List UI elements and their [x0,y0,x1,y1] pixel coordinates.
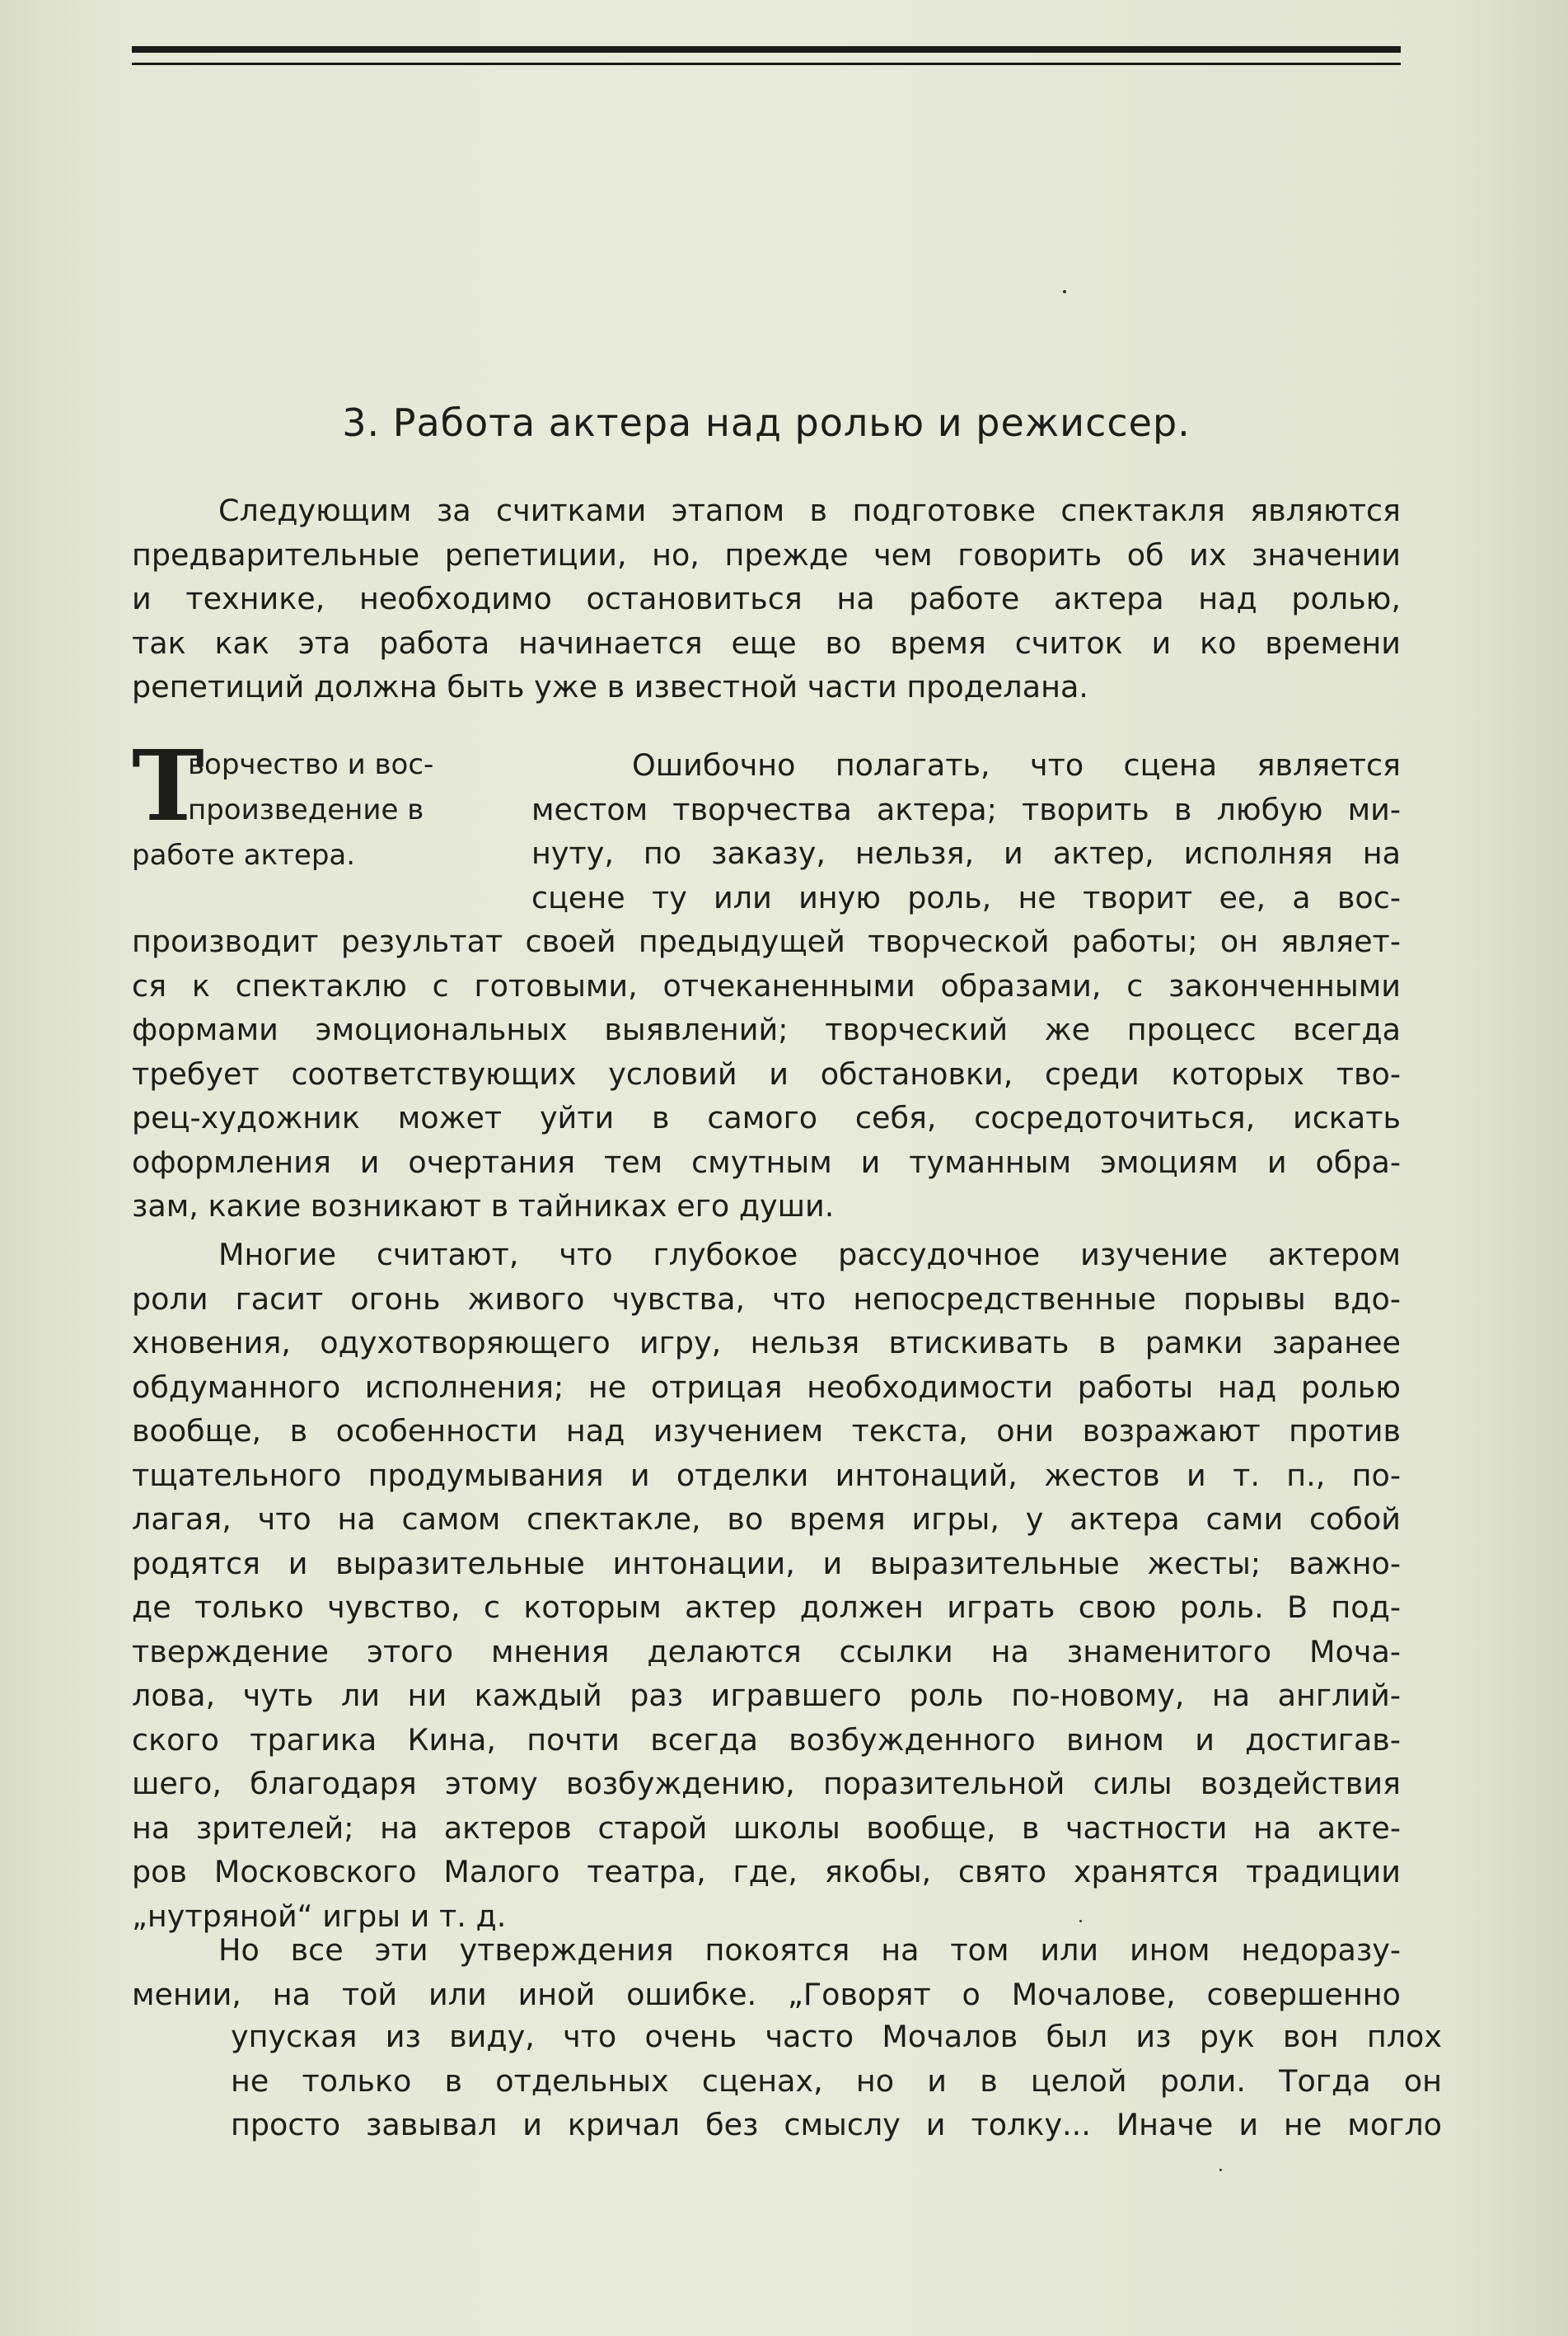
text-line: просто завывал и кричал без смыслу и толку... Иначе и не могло [231,2107,1442,2142]
text-line: сцене ту или иную роль, не творит ее, а вос- [531,879,1401,915]
text-line: на зрителей; на актеров старой школы вообще, в частности на акте- [132,1809,1401,1846]
text-line: тверждение этого мнения делаются ссылки на знаменитого Моча- [132,1633,1401,1669]
margin-note [132,728,511,892]
margin-note-line: работе актера. [132,839,356,872]
text-line: шего, благодаря этому возбуждению, поразительной силы воздействия [132,1766,1401,1801]
text-line: вообще, в особенности над изучением текста, они возражают против [132,1413,1401,1449]
text-line: ров Московского Малого театра, где, якобы, свято хранятся традиции [132,1854,1401,1889]
quotation-block [231,2015,1442,2147]
text-line: Но все эти утверждения покоятся на том или ином недоразу- [218,1932,1401,1968]
text-line: репетиций должна быть уже в известной части проделана. [132,669,1088,705]
section-heading: 3. Работа актера над ролью и режиссер. [342,400,1191,445]
top-rule-thin [132,63,1401,65]
margin-note-line: ворчество и вос- [188,748,434,781]
text-line: так как эта работа начинается еще во время считок и ко времени [132,625,1401,661]
text-line: требует соответствующих условий и обстановки, среди которых тво- [132,1056,1401,1092]
text-line: производит результат своей предыдущей творческой работы; он являет- [132,924,1401,959]
text-line: тщательного продумывания и отделки интонаций, жестов и т. п., по- [132,1457,1401,1493]
text-line: де только чувство, с которым актер должен играть свою роль. В под- [132,1589,1401,1625]
print-speck [1219,2169,1222,2171]
text-line: оформления и очертания тем смутным и туманным эмоциям и обра- [132,1144,1401,1180]
text-line: Следующим за считками этапом в подготовке спектакля являются [218,493,1401,528]
text-line: „нутряной“ игры и т. д. [132,1898,507,1934]
text-line: лагая, что на самом спектакле, во время игры, у актера сами собой [132,1501,1401,1537]
paragraph-2-full [132,920,1401,1229]
text-line: не только в отдельных сценах, но и в целой роли. Тогда он [231,2062,1442,2099]
text-line: формами эмоциональных выявлений; творческий же процесс всегда [132,1012,1401,1047]
text-line: рец-художник может уйти в самого себя, сосредоточиться, искать [132,1100,1401,1135]
text-line: Ошибочно полагать, что сцена является [632,747,1401,783]
text-line: лова, чуть ли ни каждый раз игравшего роль по-новому, на англий- [132,1678,1401,1713]
text-line: Многие считают, что глубокое рассудочное изучение актером [218,1237,1401,1272]
paragraph-4 [132,1928,1401,2016]
text-line: ся к спектаклю с готовыми, отчеканенными образами, с законченными [132,967,1401,1004]
drop-cap: Т [132,728,204,843]
text-line: обдуманного исполнения; не отрицая необходимости работы над ролью [132,1369,1401,1405]
paragraph-1 [132,489,1401,709]
text-line: ского трагика Кина, почти всегда возбужденного вином и достигав- [132,1721,1401,1758]
text-line: предварительные репетиции, но, прежде чем говорить об их значении [132,536,1401,573]
margin-note-line: произведение в [188,793,424,826]
text-line: нуту, по заказу, нельзя, и актер, исполняя на [531,836,1401,871]
text-line: упуская из виду, что очень часто Мочалов был из рук вон плох [231,2019,1442,2054]
top-rule-thick [132,46,1401,53]
text-line: местом творчества актера; творить в любую ми- [531,791,1401,827]
paragraph-2-narrow [531,743,1401,920]
print-speck [1063,290,1066,293]
text-line: роли гасит огонь живого чувства, что непосредственные порывы вдо- [132,1280,1401,1317]
paragraph-3 [132,1233,1401,1938]
text-line: родятся и выразительные интонации, и выразительные жесты; важно- [132,1545,1401,1581]
text-line: мении, на той или иной ошибке. „Говорят о Мочалове, совершенно [132,1976,1401,2012]
print-speck [1079,1920,1082,1922]
text-line: зам, какие возникают в тайниках его души. [132,1188,835,1224]
text-line: и технике, необходимо остановиться на работе актера над ролью, [132,581,1401,616]
text-line: хновения, одухотворяющего игру, нельзя втискивать в рамки заранее [132,1325,1401,1360]
